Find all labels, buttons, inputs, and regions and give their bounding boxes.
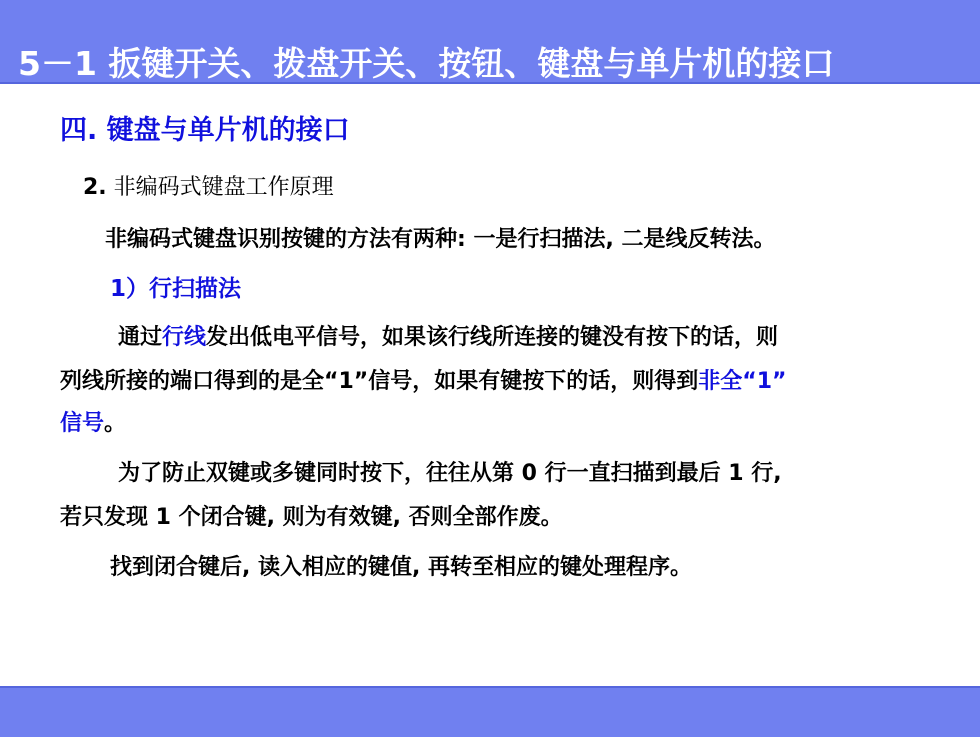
method-heading: 1）行扫描法 xyxy=(110,276,242,302)
para1-line2-start: 列线所接的端口得到的是全“1”信号，如果有键按下的话，则得到 xyxy=(60,369,699,394)
subheading-number: 2. xyxy=(83,175,107,200)
para3-text: 找到闭合键后, 读入相应的键值, 再转至相应的键处理程序。 xyxy=(110,555,693,580)
para1-highlight-row-line: 行线 xyxy=(162,325,207,350)
para2-line2: 若只发现 1 个闭合键, 则为有效键, 否则全部作废。 xyxy=(60,505,563,530)
bottom-bar xyxy=(0,686,980,737)
para1-line3 xyxy=(60,406,126,437)
title-bar xyxy=(0,0,980,84)
subheading-text: 非编码式键盘工作原理 xyxy=(106,175,334,200)
para1-line1-end: 发出低电平信号，如果该行线所连接的键没有按下的话，则 xyxy=(206,325,779,350)
intro-text: 非编码式键盘识别按键的方法有两种: 一是行扫描法, 二是线反转法。 xyxy=(105,227,776,252)
section-heading: 四. 键盘与单片机的接口 xyxy=(60,115,350,146)
slide-title: 5－1 扳键开关、拨盘开关、按钮、键盘与单片机的接口 xyxy=(18,44,835,83)
para2-line1: 为了防止双键或多键同时按下，往往从第 0 行一直扫描到最后 1 行, xyxy=(118,461,782,486)
para1-line1 xyxy=(118,320,778,351)
para1-line2 xyxy=(60,364,786,395)
para1-line1-start: 通过 xyxy=(118,325,163,350)
para1-highlight-not-all-one: 非全“1” xyxy=(698,369,787,394)
para1-line3-end: 。 xyxy=(104,411,127,436)
para1-highlight-signal: 信号 xyxy=(60,411,105,436)
subheading xyxy=(83,170,334,201)
